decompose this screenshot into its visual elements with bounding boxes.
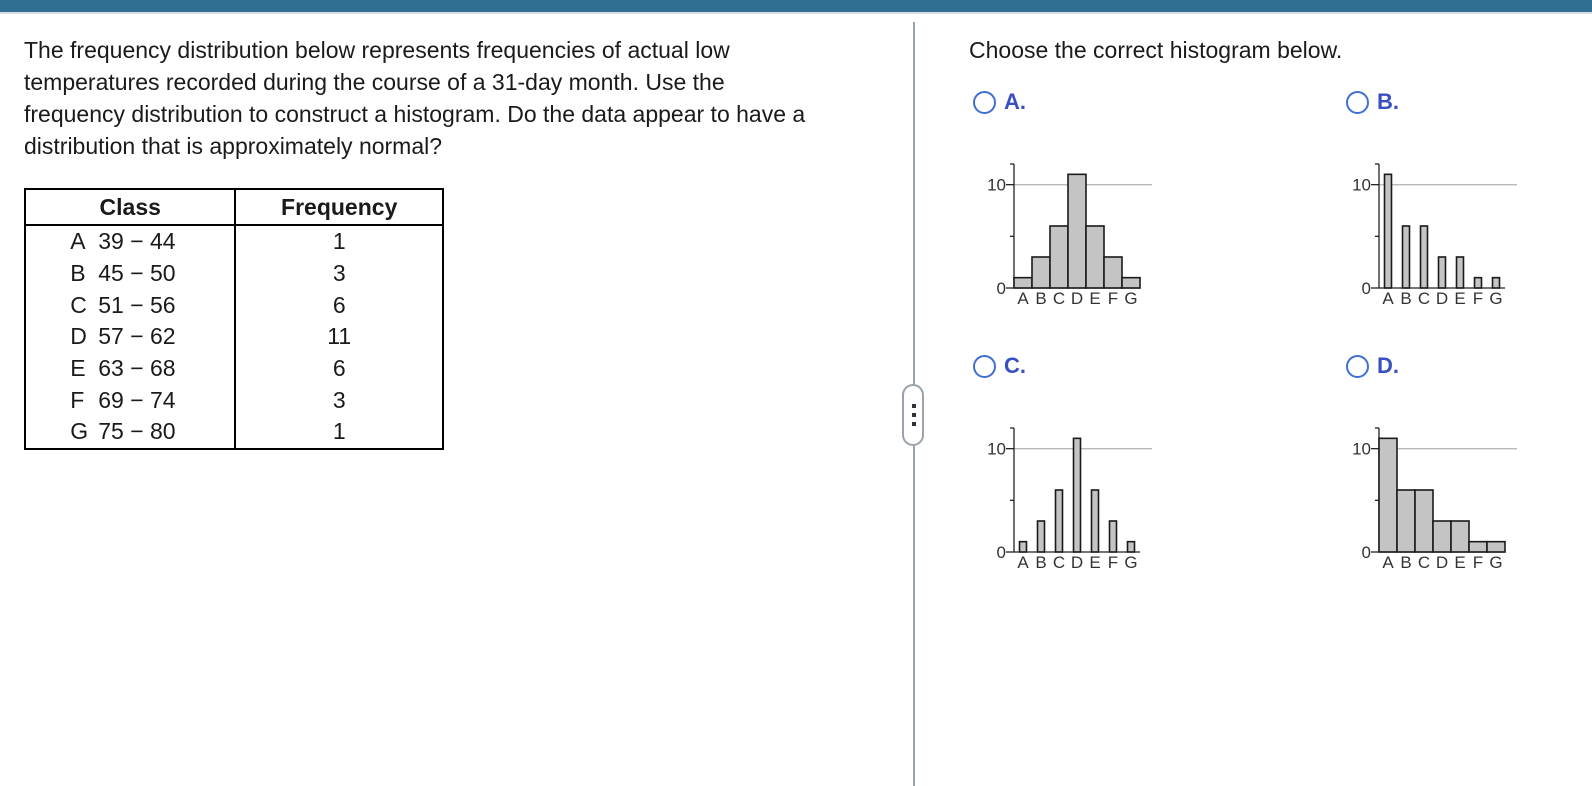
- class-letter: B: [70, 260, 86, 287]
- y-tick-label: 0: [996, 279, 1006, 298]
- class-cell: [25, 225, 235, 258]
- class-range: 75 − 80: [98, 418, 176, 445]
- bar-B: [1403, 226, 1410, 288]
- bar-G: [1122, 278, 1140, 288]
- bar-D: [1074, 438, 1081, 552]
- frequency-cell: 1: [235, 416, 443, 449]
- class-letter: A: [70, 228, 86, 255]
- x-tick-label: C: [1052, 289, 1066, 308]
- bar-D: [1439, 257, 1446, 288]
- table-row: [25, 416, 443, 449]
- x-tick-label: G: [1124, 289, 1138, 308]
- question-pane: [24, 34, 854, 445]
- table-row: [25, 289, 443, 321]
- handle-dot: [912, 404, 916, 408]
- bar-B: [1397, 490, 1415, 552]
- x-tick-label: A: [1017, 553, 1029, 572]
- table-row: [25, 258, 443, 290]
- bar-E: [1092, 490, 1099, 552]
- class-header: Class: [25, 189, 235, 225]
- option-c-radio[interactable]: [973, 355, 996, 378]
- y-tick-label: 10: [1352, 439, 1371, 459]
- bar-F: [1104, 257, 1122, 288]
- bar-F: [1110, 521, 1117, 552]
- frequency-table: [24, 188, 444, 450]
- option-b-radio[interactable]: [1346, 91, 1369, 114]
- table-row: [25, 225, 443, 258]
- y-tick-label: 0: [1361, 543, 1371, 562]
- frequency-cell: 6: [235, 353, 443, 385]
- bar-E: [1086, 226, 1104, 288]
- class-letter: E: [70, 355, 86, 382]
- option-d[interactable]: [1346, 353, 1399, 379]
- x-tick-label: G: [1124, 553, 1138, 572]
- frequency-header: Frequency: [235, 189, 443, 225]
- class-cell: [25, 384, 235, 416]
- histogram-a: [980, 160, 1160, 320]
- histogram-d: [1345, 424, 1525, 584]
- x-tick-label: G: [1489, 289, 1503, 308]
- bar-A: [1379, 438, 1397, 552]
- class-cell: [25, 289, 235, 321]
- bar-E: [1457, 257, 1464, 288]
- x-tick-label: F: [1472, 289, 1484, 308]
- bar-A: [1020, 542, 1027, 552]
- class-cell: [25, 416, 235, 449]
- class-range: 39 − 44: [98, 228, 176, 255]
- bar-C: [1421, 226, 1428, 288]
- x-tick-label: B: [1035, 289, 1047, 308]
- class-range: 51 − 56: [98, 291, 176, 318]
- table-row: [25, 321, 443, 353]
- table-row: [25, 353, 443, 385]
- x-tick-label: D: [1435, 289, 1449, 308]
- bar-F: [1469, 542, 1487, 552]
- top-bar-shadow: [0, 12, 1592, 14]
- bar-B: [1038, 521, 1045, 552]
- frequency-cell: 3: [235, 384, 443, 416]
- handle-dot: [912, 413, 916, 417]
- bar-C: [1415, 490, 1433, 552]
- bar-G: [1128, 542, 1135, 552]
- x-tick-label: A: [1382, 289, 1394, 308]
- bar-A: [1385, 174, 1392, 288]
- class-cell: [25, 321, 235, 353]
- y-tick-label: 10: [987, 439, 1006, 459]
- bar-F: [1475, 278, 1482, 288]
- x-tick-label: E: [1089, 553, 1101, 572]
- y-tick-label: 10: [1352, 175, 1371, 195]
- class-range: 57 − 62: [98, 323, 176, 350]
- x-tick-label: F: [1472, 553, 1484, 572]
- option-a-label[interactable]: A.: [1004, 89, 1026, 114]
- bar-G: [1487, 542, 1505, 552]
- answer-prompt: Choose the correct histogram below.: [969, 37, 1343, 63]
- bar-C: [1056, 490, 1063, 552]
- frequency-cell: 1: [235, 225, 443, 258]
- pane-resize-handle[interactable]: [902, 384, 924, 446]
- class-range: 63 − 68: [98, 355, 176, 382]
- class-range: 45 − 50: [98, 260, 176, 287]
- bar-B: [1032, 257, 1050, 288]
- x-tick-label: D: [1070, 553, 1084, 572]
- top-bar: [0, 0, 1592, 12]
- x-tick-label: E: [1454, 553, 1466, 572]
- class-letter: G: [70, 418, 89, 445]
- class-range: 69 − 74: [98, 386, 176, 413]
- x-tick-label: E: [1089, 289, 1101, 308]
- option-a[interactable]: [973, 89, 1026, 115]
- class-letter: C: [70, 291, 87, 318]
- y-tick-label: 0: [1361, 279, 1371, 298]
- frequency-cell: 3: [235, 258, 443, 290]
- x-tick-label: D: [1435, 553, 1449, 572]
- option-d-radio[interactable]: [1346, 355, 1369, 378]
- x-tick-label: C: [1417, 553, 1431, 572]
- bar-D: [1068, 174, 1086, 288]
- table-row: [25, 384, 443, 416]
- x-tick-label: A: [1382, 553, 1394, 572]
- x-tick-label: D: [1070, 289, 1084, 308]
- x-tick-label: F: [1107, 553, 1119, 572]
- class-cell: [25, 258, 235, 290]
- y-tick-label: 10: [987, 175, 1006, 195]
- option-b[interactable]: [1346, 89, 1399, 115]
- x-tick-label: G: [1489, 553, 1503, 572]
- option-b-label[interactable]: B.: [1377, 89, 1399, 114]
- bar-C: [1050, 226, 1068, 288]
- histogram-b: [1345, 160, 1525, 320]
- option-c-label[interactable]: C.: [1004, 353, 1026, 378]
- bar-A: [1014, 278, 1032, 288]
- class-letter: D: [70, 323, 87, 350]
- table-header-row: [25, 189, 443, 225]
- bar-D: [1433, 521, 1451, 552]
- histogram-c: [980, 424, 1160, 584]
- x-tick-label: B: [1400, 553, 1412, 572]
- option-c[interactable]: [973, 353, 1026, 379]
- frequency-cell: 6: [235, 289, 443, 321]
- x-tick-label: E: [1454, 289, 1466, 308]
- x-tick-label: F: [1107, 289, 1119, 308]
- option-d-label[interactable]: D.: [1377, 353, 1399, 378]
- question-text: The frequency distribution below represents frequencies of actual low temperatures recorded during the course of a 31-day month. Use the frequency distribution to construct a histogram. Do the data appear to have a distribution that is approximately normal?: [24, 37, 806, 159]
- class-cell: [25, 353, 235, 385]
- x-tick-label: B: [1035, 553, 1047, 572]
- bar-G: [1493, 278, 1500, 288]
- y-tick-label: 0: [996, 543, 1006, 562]
- class-letter: F: [70, 386, 85, 413]
- bar-E: [1451, 521, 1469, 552]
- option-a-radio[interactable]: [973, 91, 996, 114]
- x-tick-label: C: [1052, 553, 1066, 572]
- frequency-cell: 11: [235, 321, 443, 353]
- x-tick-label: C: [1417, 289, 1431, 308]
- x-tick-label: B: [1400, 289, 1412, 308]
- handle-dot: [912, 422, 916, 426]
- x-tick-label: A: [1017, 289, 1029, 308]
